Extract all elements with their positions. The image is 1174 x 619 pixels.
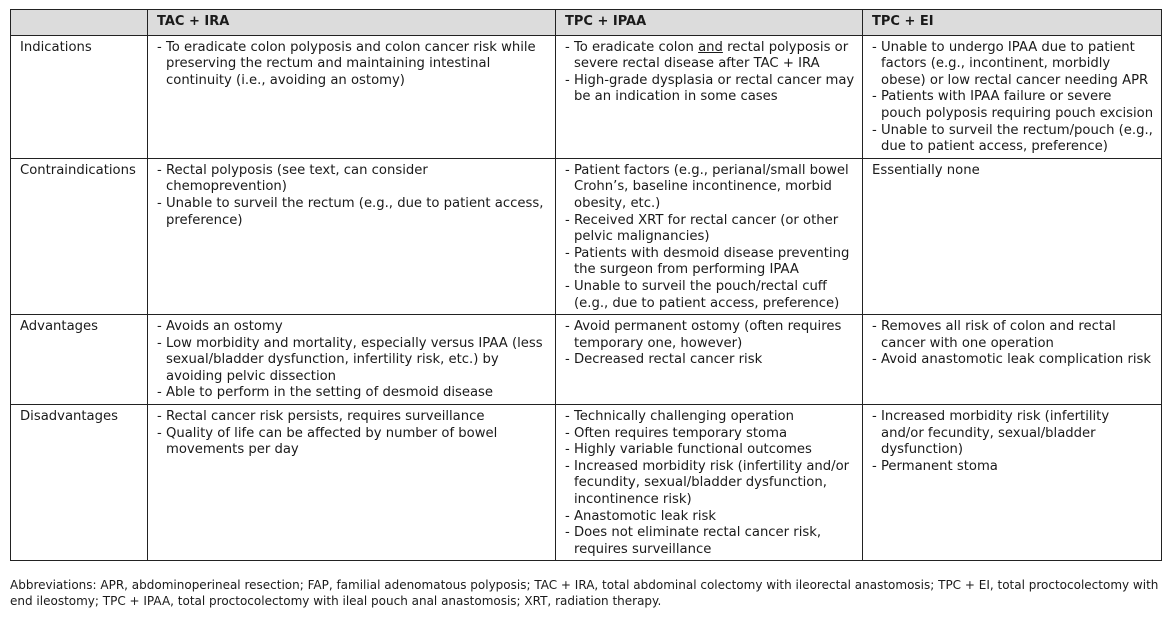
bullet: - Rectal cancer risk persists, requires surveillance <box>157 409 485 425</box>
bullet-suffix: rectal polyposis or severe rectal disease after TAC + IRA <box>574 39 849 72</box>
cell-indications-tac-ira <box>148 35 556 158</box>
bullet: - High-grade dysplasia or rectal cancer may be an indication in some cases <box>565 72 855 105</box>
bullet: - Patients with desmoid disease preventing the surgeon from performing IPAA <box>565 245 850 278</box>
bullet: - Highly variable functional outcomes <box>565 442 812 458</box>
header-tac-ira: TAC + IRA <box>148 10 556 36</box>
bullet: - Unable to surveil the pouch/rectal cuff (e.g., due to patient access, preference) <box>565 278 840 311</box>
cell-disadvantages-tpc-ipaa <box>556 405 863 561</box>
abbreviations-footnote: Abbreviations: APR, abdominoperineal resection; FAP, familial adenomatous polyposis; TAC + IRA, total abdominal colectomy with ileorectal anastomosis; TPC + EI, total proctocolectomy with end ileostomy; TPC + IPAA, total proctocolectomy with ileal pouch anal anastomosis; XRT, radiation therapy. <box>10 578 1159 608</box>
bullet: - Technically challenging operation <box>565 409 794 425</box>
cell-indications-tpc-ei <box>863 35 1162 158</box>
cell-disadvantages-tac-ira <box>148 405 556 561</box>
bullet: - Patient factors (e.g., perianal/small bowel Crohn’s, baseline incontinence, morbid obesity, etc.) <box>565 162 849 211</box>
row-advantages <box>11 315 1162 405</box>
bullet: - Received XRT for rectal cancer (or other pelvic malignancies) <box>565 212 839 245</box>
bullet: - Quality of life can be affected by number of bowel movements per day <box>157 425 498 458</box>
surgical-options-table <box>10 9 1162 561</box>
bullet: - Avoid anastomotic leak complication risk <box>872 352 1152 368</box>
row-indications <box>11 35 1162 158</box>
header-tpc-ei: TPC + EI <box>863 10 1162 36</box>
bullet: - Does not eliminate rectal cancer risk, requires surveillance <box>565 525 822 557</box>
row-contraindications <box>11 158 1162 314</box>
underlined-word: and <box>698 39 723 55</box>
row-disadvantages <box>11 405 1162 561</box>
bullet: - Increased morbidity risk (infertility and/or fecundity, sexual/bladder dysfunction) <box>872 409 1110 458</box>
row-label: Indications <box>11 35 148 158</box>
bullet: - Permanent stoma <box>872 458 998 474</box>
bullet: - Anastomotic leak risk <box>565 508 716 524</box>
bullet-prefix: - To eradicate colon <box>565 39 699 55</box>
bullet <box>565 40 856 73</box>
cell-text: Essentially none <box>872 162 980 178</box>
bullet: - Low morbidity and mortality, especially versus IPAA (less sexual/bladder dysfunction, infertility risk, etc.) by avoiding pelvic dissection <box>157 335 543 384</box>
row-label: Advantages <box>11 315 148 405</box>
bullet: - Avoid permanent ostomy (often requires temporary one, however) <box>565 319 842 351</box>
bullet: - Unable to surveil the rectum (e.g., due to patient access, preference) <box>157 195 544 228</box>
bullet: - Rectal polyposis (see text, can consider chemoprevention) <box>157 162 428 195</box>
header-tpc-ipaa: TPC + IPAA <box>556 10 863 36</box>
bullet: - Unable to surveil the rectum/pouch (e.g., due to patient access, preference) <box>872 122 1153 155</box>
comparison-table-container <box>10 9 1161 561</box>
bullet: - Removes all risk of colon and rectal cancer with one operation <box>872 319 1116 351</box>
cell-advantages-tac-ira <box>148 315 556 405</box>
bullet: - Increased morbidity risk (infertility and/or fecundity, sexual/bladder dysfunction, incontinence risk) <box>565 458 850 508</box>
bullet: - Unable to undergo IPAA due to patient factors (e.g., incontinent, morbidly obese) or low rectal cancer needing APR <box>872 39 1149 88</box>
row-label: Disadvantages <box>11 405 148 561</box>
cell-contraindications-tac-ira <box>148 158 556 314</box>
bullet: - Decreased rectal cancer risk <box>565 352 763 368</box>
cell-indications-tpc-ipaa <box>556 35 863 158</box>
bullet: - Often requires temporary stoma <box>565 425 788 441</box>
row-label: Contraindications <box>11 158 148 314</box>
cell-contraindications-tpc-ei <box>863 158 1162 314</box>
cell-advantages-tpc-ei <box>863 315 1162 405</box>
cell-contraindications-tpc-ipaa <box>556 158 863 314</box>
bullet: - Patients with IPAA failure or severe pouch polyposis requiring pouch excision <box>872 89 1154 121</box>
header-blank-cell <box>11 10 148 36</box>
bullet: - To eradicate colon polyposis and colon cancer risk while preserving the rectum and maintaining intestinal continuity (i.e., avoiding an ostomy) <box>157 39 536 88</box>
bullet: - Able to perform in the setting of desmoid disease <box>157 385 494 401</box>
header-row <box>11 10 1162 36</box>
cell-advantages-tpc-ipaa <box>556 315 863 405</box>
bullet: - Avoids an ostomy <box>157 319 283 335</box>
cell-disadvantages-tpc-ei <box>863 405 1162 561</box>
